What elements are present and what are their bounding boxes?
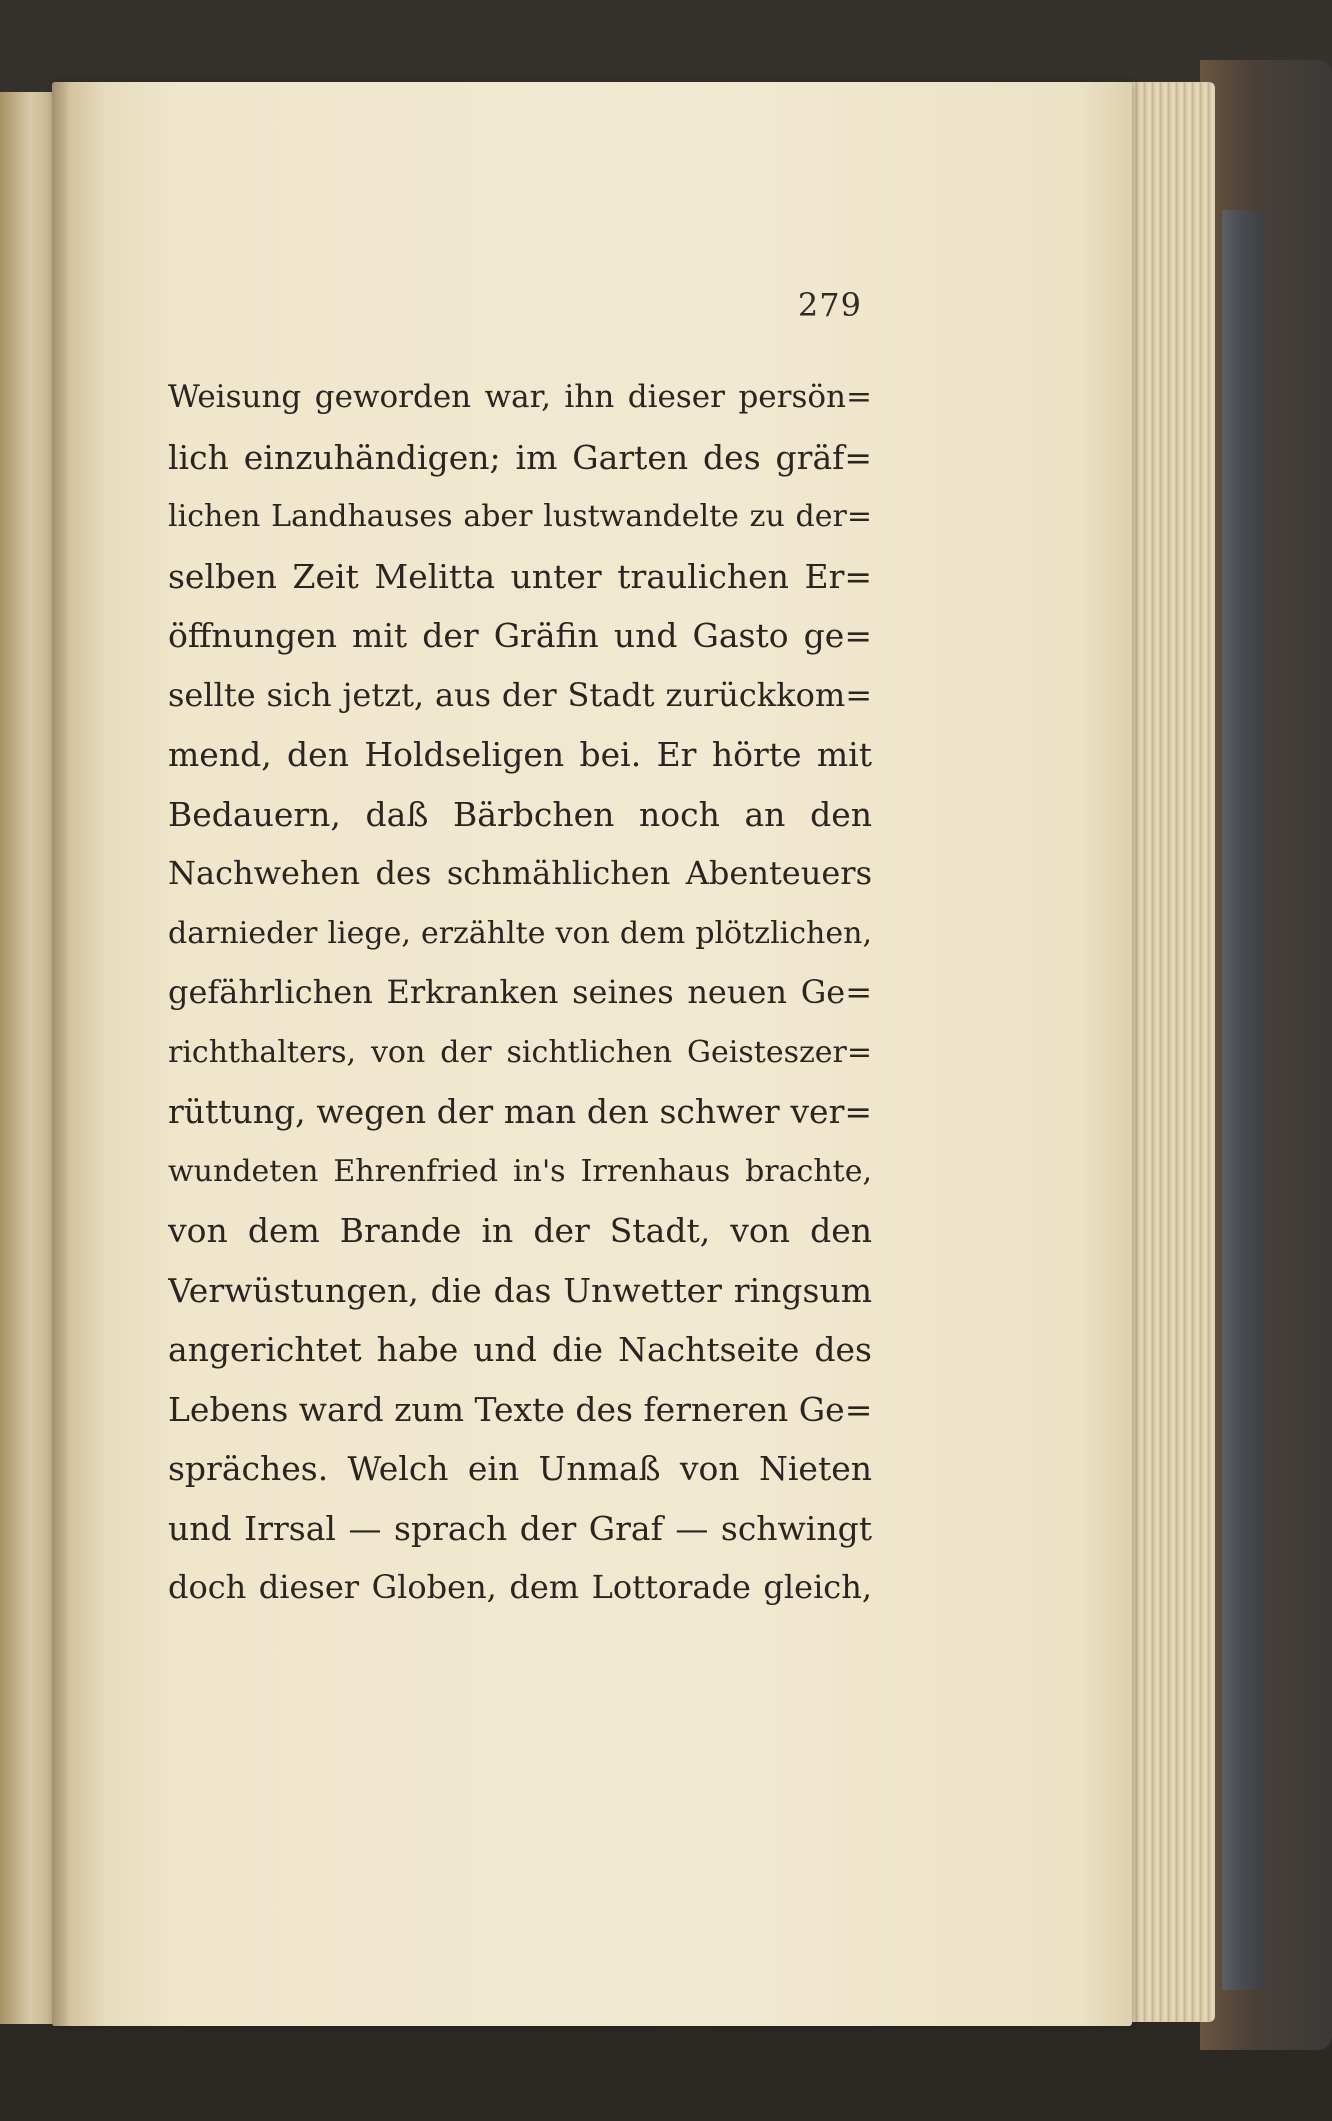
text-line: Lebens ward zum Texte des ferneren Ge= — [168, 1389, 872, 1429]
body-text — [168, 368, 872, 1618]
book-cover-cloth — [1222, 210, 1264, 1990]
page-number: 279 — [797, 286, 862, 324]
text-line: doch dieser Globen, dem Lottorade gleich, — [168, 1568, 872, 1606]
book-cover-edge — [1200, 60, 1332, 2050]
text-line: Nachwehen des schmählichen Abenteuers — [168, 854, 872, 892]
text-line: richthalters, von der sichtlichen Geisteszer= — [168, 1034, 872, 1070]
page-gutter-shadow — [52, 82, 70, 2026]
text-line: lichen Landhauses aber lustwandelte zu der= — [168, 499, 872, 534]
text-line: angerichtet habe und die Nachtseite des — [168, 1330, 872, 1369]
text-line: wundeten Ehrenfried in's Irrenhaus brachte, — [168, 1153, 872, 1189]
text-line: Verwüstungen, die das Unwetter ringsum — [168, 1270, 872, 1310]
text-line: öffnungen mit der Gräfin und Gasto ge= — [168, 616, 872, 655]
text-line: sellte sich jetzt, aus der Stadt zurückkom= — [168, 675, 872, 714]
text-line: mend, den Holdseligen bei. Er hörte mit — [168, 735, 872, 774]
text-line: rüttung, wegen der man den schwer ver= — [168, 1092, 872, 1131]
text-line: Weisung geworden war, ihn dieser persön= — [168, 379, 872, 415]
text-line: von dem Brande in der Stadt, von den — [168, 1211, 872, 1250]
text-line: lich einzuhändigen; im Garten des gräf= — [168, 437, 872, 477]
text-line: darnieder liege, erzählte von dem plötzlichen, — [168, 915, 872, 951]
text-line: und Irrsal — sprach der Graf — schwingt — [168, 1508, 872, 1548]
text-line: spräches. Welch ein Unmaß von Nieten — [168, 1449, 872, 1488]
text-line: selben Zeit Melitta unter traulichen Er= — [168, 556, 872, 596]
text-line: Bedauern, daß Bärbchen noch an den — [168, 794, 872, 834]
facing-page-edge — [0, 92, 56, 2024]
text-line: gefährlichen Erkranken seines neuen Ge= — [168, 973, 872, 1011]
